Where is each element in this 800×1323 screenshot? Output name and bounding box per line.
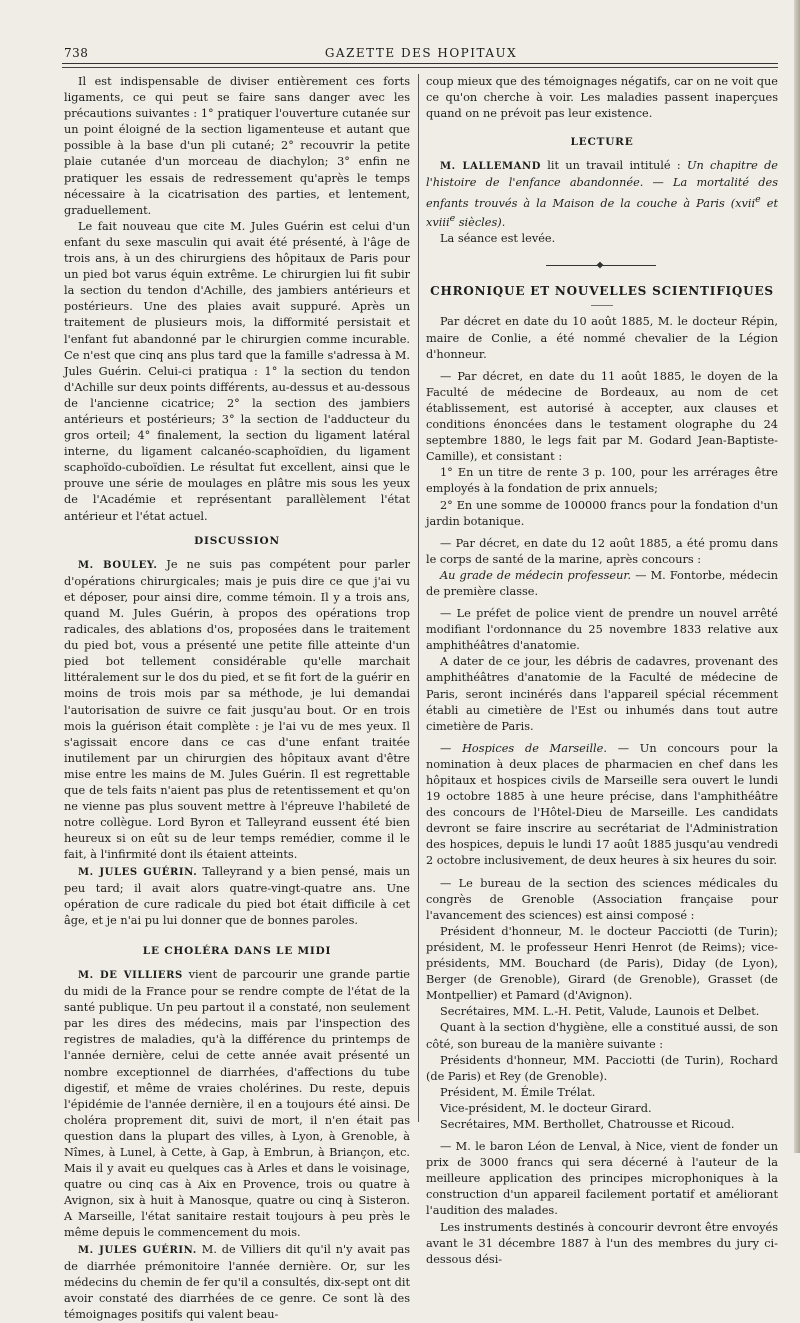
paragraph: Le fait nouveau que cite M. Jules Guérin est celui d'un enfant du sexe masculin qui avait été présenté, à l'âge de trois ans, à un des chirurgiens des hôpitaux de Paris pour un pied bot varus équin extrême. Le chirurgien lui fit subir la section du tendon d'Achille, des jambiers antérieurs et postérieurs. Une des plaies avait suppuré. Après un traitement de plusieurs mois, la difformité persistait et l'enfant fut abandonné par le chirurgien comme incurable. Ce n'est que cinq ans plus tard que la famille s'adressa à M. Jules Guérin. Celui-ci pratiqua : 1° la section du tendon d'Achille sur deux points différents, au-dessus et au-dessous de l'ancienne cicatrice; 2° la section des jambiers antérieurs et postérieurs; 3° la section de l'adducteur du gros orteil; 4° finalement, la section du ligament latéral interne, du ligament calcanéo-scaphoïdien, du ligament scaphoïdo-cuboïdien. Le résultat fut excellent, ainsi que le prouve une série de moulages en plâtre mis sous les yeux de l'Académie et représentant parallèlement l'état antérieur et l'état actuel.	[64, 219, 410, 523]
paragraph-text: vient de parcourir une grande partie du midi de la France pour se rendre compte de l'état de la santé publique. Un peu partout il a constaté, non seulement par les dires des médecins, mais par l'inspection des registres de maladies, qu'à la différence du printemps de l'année dernière, celui de cette année avait présenté un nombre exceptionnel de diarrhées, d'affections du tube digestif, et même de vraies cholérines. Du reste, depuis l'épidémie de l'année dernière, il en a toujours été ainsi. De choléra proprement dit, suivi de mort, il n'en était pas question dans la plupart des villes, à Lyon, à Grenoble, à Nîmes, à Lunel, à Cette, à Gap, à Embrun, à Briançon, etc. Mais il y avait eu quelques cas à Arles et dans le voisinage, quatre ou cinq cas à Aix en Provence, trois ou quatre à Avignon, six à huit à Manosque, quatre ou cinq à Sisteron. A Marseille, l'état sanitaire restait toujours à peu près le même depuis le commencement du mois.	[64, 967, 410, 1240]
header-rule-thin	[62, 67, 778, 68]
work-title-end: siècles).	[455, 216, 506, 230]
news-subitem: Secrétaires, MM. L.-H. Petit, Valude, Launois et Delbet.	[440, 1005, 760, 1019]
page-header	[64, 44, 778, 64]
speaker-name: M. BOULEY.	[78, 559, 158, 571]
speaker-name: M. DE VILLIERS	[78, 969, 183, 981]
news-subitem: Président, M. Émile Trélat.	[440, 1085, 596, 1099]
news-item: — M. le baron Léon de Lenval, à Nice, vient de fonder un prix de 3000 francs qui sera décerné à l'auteur de la meilleure application des principes microphoniques à la construction d'un appareil facilement portatif et améliorant l'audition des malades.	[426, 1140, 778, 1218]
news-item: — Le préfet de police vient de prendre un nouvel arrêté modifiant l'ordonnance du 25 novembre 1833 relative aux amphithéâtres d'anatomie.	[426, 607, 778, 653]
paragraph	[64, 864, 410, 929]
speaker-name: M. LALLEMAND	[440, 161, 542, 173]
left-column	[64, 74, 410, 1323]
news-item: — Le bureau de la section des sciences médicales du congrès de Grenoble (Association française pour l'avancement des sciences) est ainsi composé :	[426, 876, 778, 922]
news-subitem	[426, 568, 778, 600]
news-subitem: Président d'honneur, M. le docteur Pacciotti (de Turin); président, M. le professeur Henri Henrot (de Reims); vice-présidents, MM. Bouchard (de Paris), Diday (de Lyon), Berger (de Grenoble), Girard (de Grenoble), Grasset (de Montpellier) et Pamard (d'Avignon).	[426, 924, 778, 1003]
superscript: e	[755, 193, 761, 205]
paragraph	[64, 557, 410, 864]
grade-title: Au grade de médecin professeur.	[440, 568, 632, 582]
news-subitem: Vice-président, M. le docteur Girard.	[440, 1101, 652, 1115]
news-item: — Par décret, en date du 11 août 1885, le doyen de la Faculté de médecine de Bordeaux, au nom de cet établissement, est autorisé à accepter, aux clauses et conditions énoncées dans le testament olographe du 24 septembre 1880, le legs fait par M. Godard Jean-Baptiste-Camille), et consistant :	[426, 369, 778, 464]
paragraph: coup mieux que des témoignages négatifs, car on ne voit que ce qu'on cherche à voir. Les maladies passent inaperçues quand on ne prévoit pas leur existence.	[426, 75, 778, 121]
paragraph-text: — M. Fontorbe, médecin de première classe.	[426, 568, 778, 598]
news-subitem: 2° En une somme de 100000 francs pour la fondation d'un jardin botanique.	[426, 498, 778, 528]
paragraph: Il est indispensable de diviser entièrement ces forts ligaments, ce qui peut se faire sans danger avec les précautions suivantes : 1° pratiquer l'ouverture cutanée sur un point éloigné de la section ligamenteuse et autant que possible à la base d'un pli cutané; 2° recouvrir la petite plaie cutanée d'un morceau de diachylon; 3° enfin ne pratiquer les essais de redressement qu'après le temps nécessaire à la cicatrisation des parties, et lentement, graduellement.	[64, 75, 410, 217]
speaker-name: M. JULES GUÉRIN.	[78, 866, 198, 878]
column-divider	[418, 74, 419, 1122]
page-number: 738	[64, 46, 89, 60]
section-divider-ornament	[426, 261, 778, 269]
paragraph-text: lit un travail intitulé :	[541, 159, 687, 173]
news-subitem: Les instruments destinés à concourir devront être envoyés avant le 31 décembre 1887 à l'un des membres du jury ci-dessous dési-	[426, 1220, 778, 1266]
journal-title: GAZETTE DES HOPITAUX	[324, 46, 518, 60]
paragraph	[426, 158, 778, 231]
right-column	[426, 74, 778, 1268]
news-subitem: Présidents d'honneur, MM. Pacciotti (de Turin), Rochard (de Paris) et Rey (de Grenoble).	[426, 1053, 778, 1083]
item-title: Hospices de Marseille.	[462, 741, 607, 755]
work-title: Un chapitre de l'histoire de l'enfance abandonnée. — La mortalité des enfants trouvés à la Maison de la couche à Paris (xvii	[426, 159, 778, 210]
news-item	[426, 741, 778, 870]
speaker-name: M. JULES GUÉRIN.	[78, 1244, 197, 1256]
paragraph	[64, 967, 410, 1242]
header-rule	[62, 63, 778, 64]
page-edge	[794, 0, 800, 1153]
section-heading-cholera: LE CHOLÉRA DANS LE MIDI	[142, 944, 332, 957]
section-heading-lecture: LECTURE	[570, 136, 634, 149]
paragraph	[64, 1242, 410, 1323]
news-subitem: 1° En un titre de rente 3 p. 100, pour les arrérages être employés à la fondation de prix annuels;	[426, 466, 778, 496]
news-subitem: A dater de ce jour, les débris de cadavres, provenant des amphithéâtres d'anatomie de la Faculté de médecine de Paris, seront incinérés dans l'appareil spécial récemment établi au cimetière de l'Est ou inhumés dans tout autre cimetière de Paris.	[426, 655, 778, 733]
short-rule	[591, 305, 613, 306]
section-heading-discussion: DISCUSSION	[194, 534, 280, 547]
news-subitem: Quant à la section d'hygiène, elle a constitué aussi, de son côté, son bureau de la manière suivante :	[426, 1021, 778, 1051]
news-item: Par décret en date du 10 août 1885, M. le docteur Répin, maire de Conlie, a été nommé chevalier de la Légion d'honneur.	[426, 315, 778, 361]
news-subitem: Secrétaires, MM. Berthollet, Chatrousse et Ricoud.	[440, 1117, 735, 1131]
closing-line: La séance est levée.	[440, 232, 556, 246]
superscript: e	[449, 213, 456, 225]
news-item: — Par décret, en date du 12 août 1885, a été promu dans le corps de santé de la marine, après concours :	[426, 536, 778, 566]
section-heading-chronique: CHRONIQUE ET NOUVELLES SCIENTIFIQUES	[430, 284, 774, 299]
paragraph-text: Talleyrand y a bien pensé, mais un peu tard; il avait alors quatre-vingt-quatre ans. Une opération de cure radicale du pied bot était difficile à cet âge, et je n'ai pu lui donner que de bonnes paroles.	[64, 864, 410, 927]
paragraph-text: M. de Villiers dit qu'il n'y avait pas de diarrhée prémonitoire l'année dernière. Or, sur les médecins du chemin de fer qu'il a consultés, dix-sept ont dit avoir constaté des diarrhées de ce genre. Ce sont là des témoignages positifs qui valent beau-	[64, 1242, 411, 1321]
work-title-cont: et xviii	[426, 196, 778, 230]
paragraph-text: Je ne suis pas compétent pour parler d'opérations chirurgicales; mais je puis dire ce que j'ai vu et déposer, pour ainsi dire, comme témoin. Il y a trois ans, quand M. Jules Guérin, à propos des opérations trop radicales, des ablations d'os, proposées dans le traitement du pied bot, vous a présenté une petite fille atteinte d'un pied bot tellement considérable qu'elle marchait littéralement sur le dos du pied, et se fit fort de la guérir en moins de trois mois par sa méthode, je lui demandai l'autorisation de suivre ce fait jusqu'au bout. Or en trois mois la guérison était complète : je l'ai vu de mes yeux. Il s'agissait encore dans ce cas d'une enfant traitée inutilement par un chirurgien des hôpitaux avant d'être mise entre les mains de M. Jules Guérin. Il est regrettable que de tels faits n'aient pas plus de retentissement et qu'on ne vienne pas plus souvent mettre à l'épreuve l'habileté de notre collègue. Lord Byron et Talleyrand eussent été bien heureux si on eût su de leur temps remédier, comme il le fait, à l'infirmité dont ils étaient atteints.	[64, 557, 410, 862]
dash: —	[440, 741, 463, 755]
paragraph-text: — Un concours pour la nomination à deux places de pharmacien en chef dans les hôpitaux et hospices civils de Marseille sera ouvert le lundi 19 octobre 1885 à une heure précise, dans l'amphithéâtre des concours de l'Hôtel-Dieu de Marseille. Les candidats devront se faire inscrire au secrétariat de l'Administration des hospices, depuis le lundi 17 août 1885 jusqu'au vendredi 2 octobre inclusivement, de deux heures à six heures du soir.	[426, 741, 778, 868]
